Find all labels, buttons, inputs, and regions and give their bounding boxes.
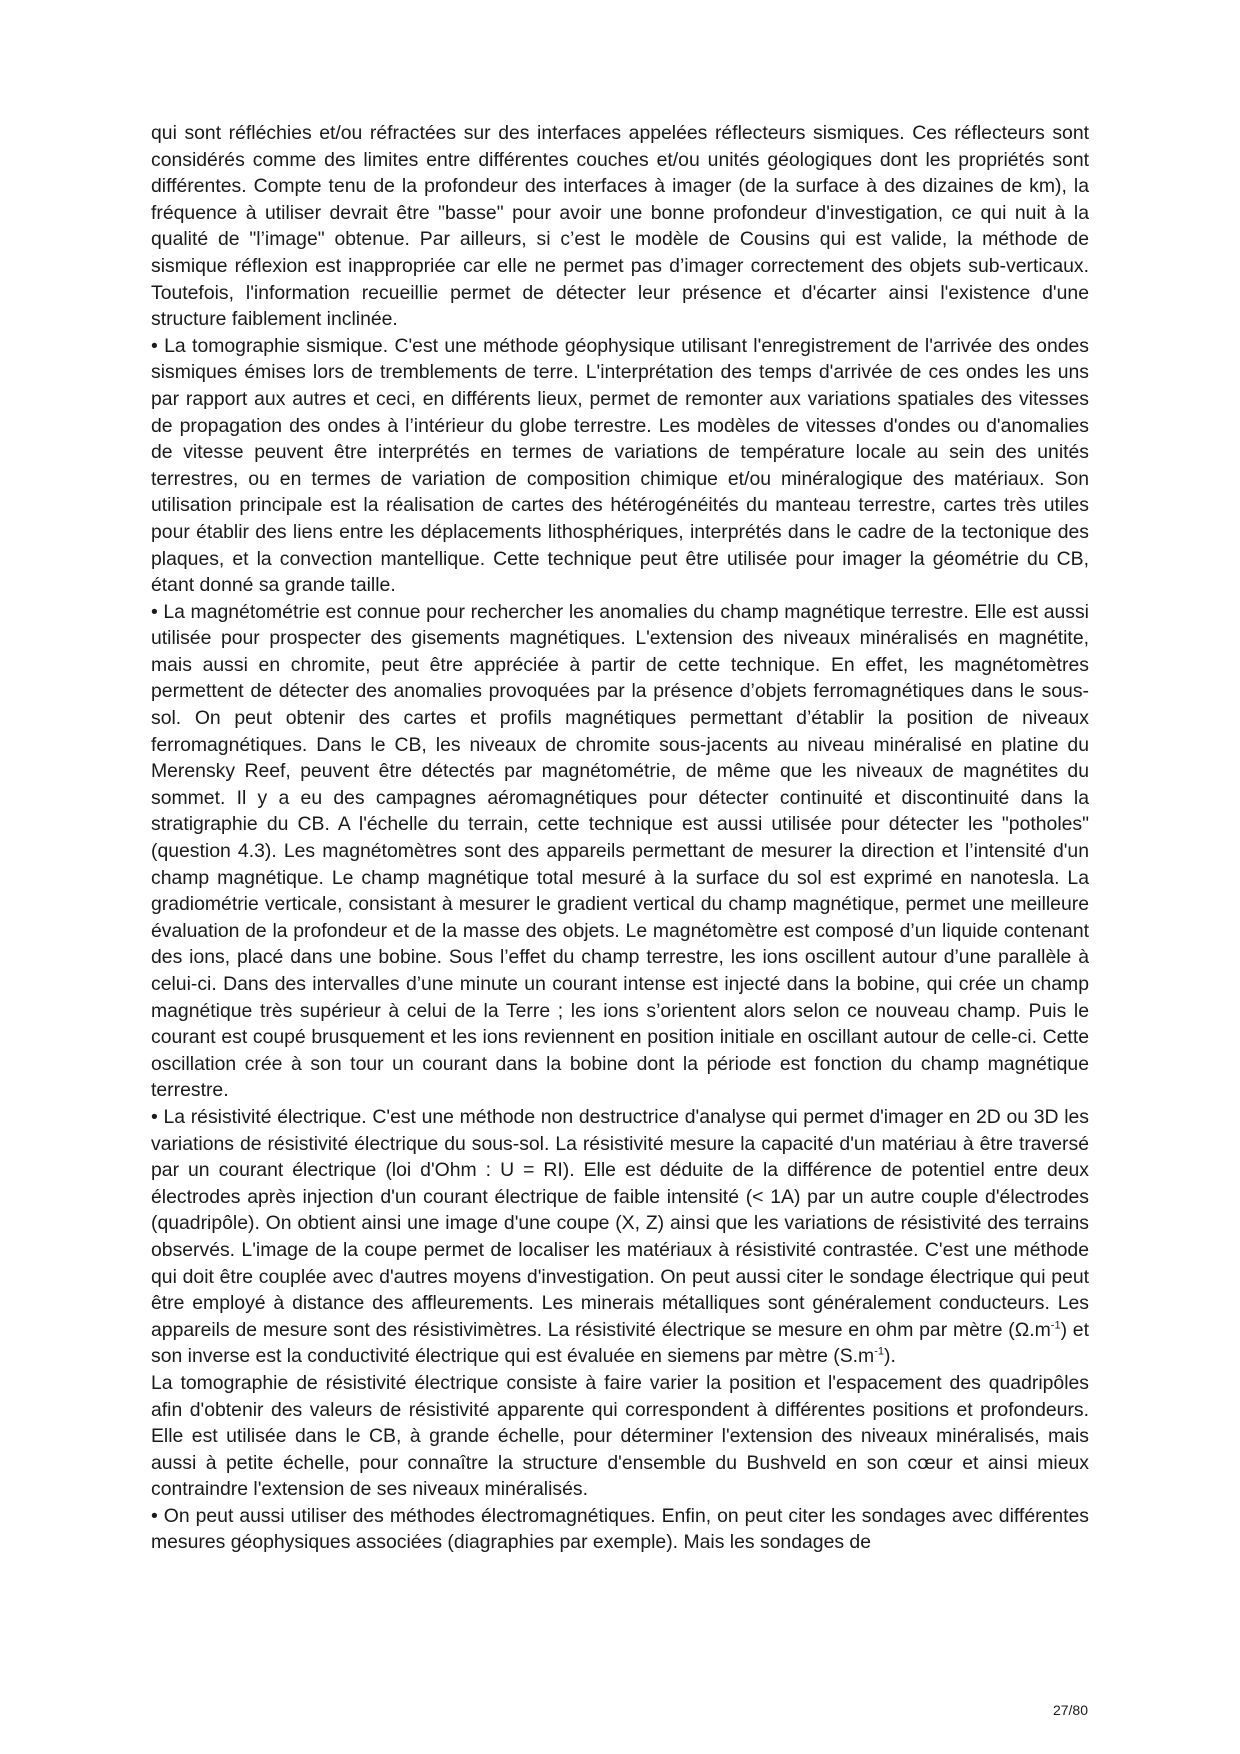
paragraph-seismic-reflection: qui sont réfléchies et/ou réfractées sur des interfaces appelées réflecteurs sismiques. Ces réflecteurs sont considérés comme des limites entre différentes couches et/ou unités géologiques dont les propriétés sont différentes. Compte tenu de la profondeur des interfaces à imager (de la surface à des dizaines de km), la fréquence à utiliser devrait être "basse" pour avoir une bonne profondeur d'investigation, ce qui nuit à la qualité de "l’image" obtenue. Par ailleurs, si c’est le modèle de Cousins qui est valide, la méthode de sismique réflexion est inappropriée car elle ne permet pas d’imager correctement des objets sub-verticaux. Toutefois, l'information recueillie permet de détecter leur présence et d'écarter ainsi l'existence d'une structure faiblement inclinée. <box>151 122 1089 331</box>
resistivity-unit-exponent: -1 <box>1050 1319 1061 1332</box>
paragraph-magnetometry: • La magnétométrie est connue pour rechercher les anomalies du champ magnétique terrestre. Elle est aussi utilisée pour prospecter des gisements magnétiques. L'extension des niveaux minéralisés en magnétite, mais aussi en chromite, peut être appréciée à partir de cette technique. En effet, les magnétomètres permettent de détecter des anomalies provoquées par la présence d’objets ferromagnétiques dans le sous-sol. On peut obtenir des cartes et profils magnétiques permettant d’établir la position de niveaux ferromagnétiques. Dans le CB, les niveaux de chromite sous-jacents au niveau minéralisé en platine du Merensky Reef, peuvent être détectés par magnétométrie, de même que les niveaux de magnétites du sommet. Il y a eu des campagnes aéromagnétiques pour détecter continuité et discontinuité dans la stratigraphie du CB. A l'échelle du terrain, cette technique est aussi utilisée pour détecter les "potholes" (question 4.3). Les magnétomètres sont des appareils permettant de mesurer la direction et l’intensité d'un champ magnétique. Le champ magnétique total mesuré à la surface du sol est exprimé en nanotesla. La gradiométrie verticale, consistant à mesurer le gradient vertical du champ magnétique, permet une meilleure évaluation de la profondeur et de la masse des objets. Le magnétomètre est composé d’un liquide contenant des ions, placé dans une bobine. Sous l’effet du champ terrestre, les ions oscillent autour d’une parallèle à celui-ci. Dans des intervalles d’une minute un courant intense est injecté dans la bobine, qui crée un champ magnétique très supérieur à celui de la Terre ; les ions s’orientent alors selon ce nouveau champ. Puis le courant est coupé brusquement et les ions reviennent en position initiale en oscillant autour de celle-ci. Cette oscillation crée à son tour un courant dans la bobine dont la période est fonction du champ magnétique terrestre. <box>151 600 1089 1102</box>
paragraph-seismic-tomography: • La tomographie sismique. C'est une méthode géophysique utilisant l'enregistrement de l'arrivée des ondes sismiques émises lors de tremblements de terre. L'interprétation des temps d'arrivée de ces ondes les uns par rapport aux autres et ceci, en différents lieux, permet de remonter aux variations spatiales des vitesses de propagation des ondes à l’intérieur du globe terrestre. Les modèles de vitesses d'ondes ou d'anomalies de vitesse peuvent être interprétés en termes de variations de température locale au sein des unités terrestres, ou en termes de variation de composition chimique et/ou minéralogique des matériaux. Son utilisation principale est la réalisation de cartes des hétérogénéités du manteau terrestre, cartes très utiles pour établir des liens entre les déplacements lithosphériques, interprétés dans le cadre de la tectonique des plaques, et la convection mantellique. Cette technique peut être utilisée pour imager la géométrie du CB, étant donné sa grande taille. <box>151 334 1089 597</box>
resistivity-text-end: ). <box>883 1345 896 1368</box>
page-number: 27/80 <box>1052 1702 1088 1718</box>
conductivity-unit-exponent: -1 <box>874 1345 884 1358</box>
resistivity-text-mid: ) et son inverse est la conductivité électrique qui est évaluée en siemens par mètre (S.m <box>151 1318 1089 1368</box>
body-text <box>151 120 1089 1556</box>
resistivity-text-main: • La résistivité électrique. C'est une méthode non destructrice d'analyse qui permet d'imager en 2D ou 3D les variations de résistivité électrique du sous-sol. La résistivité mesure la capacité d'un matériau à être traversé par un courant électrique (loi d'Ohm : U = RI). Elle est déduite de la différence de potentiel entre deux électrodes après injection d'un courant électrique de faible intensité (< 1A) par un autre couple d'électrodes (quadripôle). On obtient ainsi une image d'une coupe (X, Z) ainsi que les variations de résistivité des terrains observés. L'image de la coupe permet de localiser les matériaux à résistivité contrastée. C'est une méthode qui doit être couplée avec d'autres moyens d'investigation. On peut aussi citer le sondage électrique qui peut être employé à distance des affleurements. Les minerais métalliques sont généralement conducteurs. Les appareils de mesure sont des résistivimètres. La résistivité électrique se mesure en ohm par mètre (Ω.m <box>151 1105 1089 1341</box>
paragraph-electromagnetic-methods: • On peut aussi utiliser des méthodes électromagnétiques. Enfin, on peut citer les sondages avec différentes mesures géophysiques associées (diagraphies par exemple). Mais les sondages de <box>151 1504 1089 1554</box>
paragraph-resistivity-tomography: La tomographie de résistivité électrique consiste à faire varier la position et l'espacement des quadripôles afin d'obtenir des valeurs de résistivité apparente qui correspondent à différentes positions et profondeurs. Elle est utilisée dans le CB, à grande échelle, pour déterminer l'extension des niveaux minéralisés, mais aussi à petite échelle, pour connaître la structure d'ensemble du Bushveld en son cœur et ainsi mieux contraindre l'extension de ses niveaux minéralisés. <box>151 1371 1089 1501</box>
paragraph-electrical-resistivity <box>151 1104 1089 1370</box>
